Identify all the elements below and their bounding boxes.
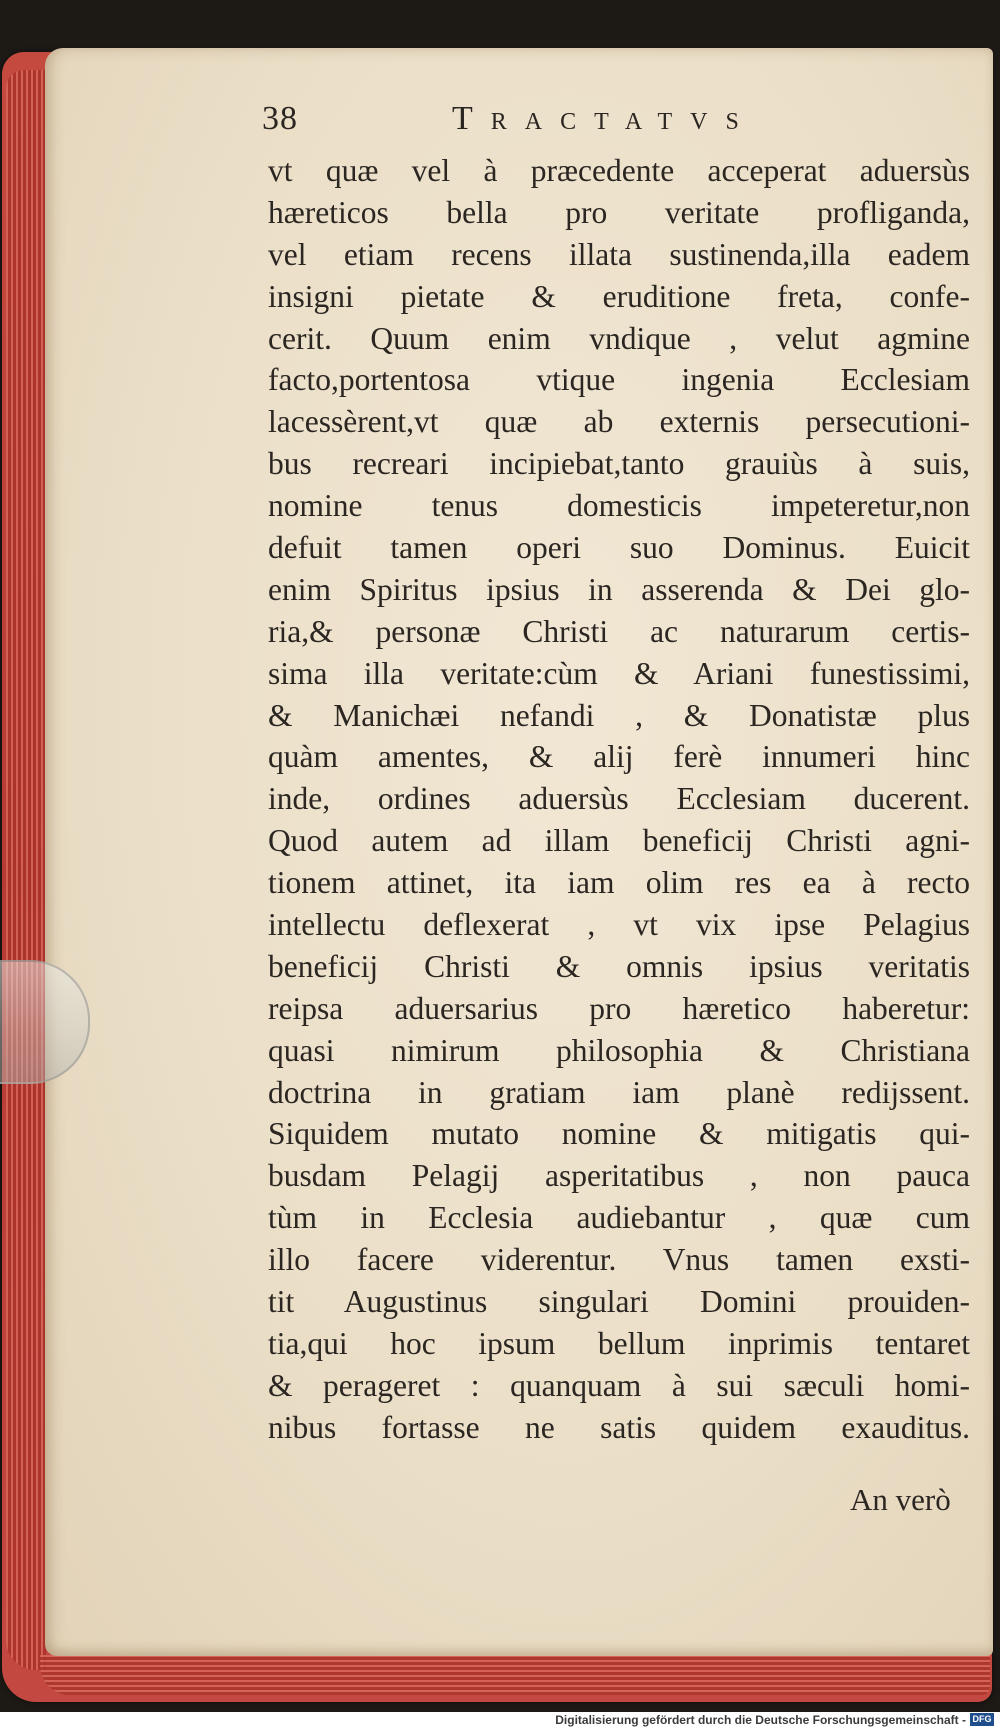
text-line: nibus fortasse ne satis quidem exauditus. bbox=[268, 1409, 970, 1445]
text-line: enim Spiritus ipsius in asserenda & Dei glo- bbox=[268, 571, 970, 607]
text-line: inde, ordines aduersùs Ecclesiam ducerent. bbox=[268, 781, 970, 817]
page-header bbox=[262, 100, 822, 146]
text-line: doctrina in gratiam iam planè redijssent. bbox=[268, 1074, 970, 1110]
page-number: 38 bbox=[262, 100, 298, 137]
dfg-logo-icon: DFG bbox=[970, 1713, 994, 1726]
text-line: cerit. Quum enim vndique , velut agmine bbox=[268, 320, 970, 356]
text-line: tionem attinet, ita iam olim res ea à recto bbox=[268, 865, 970, 901]
text-line: illo facere viderentur. Vnus tamen exsti- bbox=[268, 1242, 970, 1278]
funding-credit: Digitalisierung gefördert durch die Deutsche Forschungsgemeinschaft - bbox=[555, 1713, 966, 1727]
text-line: tia,qui hoc ipsum bellum inprimis tentaret bbox=[268, 1325, 970, 1361]
catchword: An verò bbox=[850, 1482, 951, 1517]
text-line: defuit tamen operi suo Dominus. Euicit bbox=[268, 530, 970, 566]
text-line: quàm amentes, & alij ferè innumeri hinc bbox=[268, 739, 970, 775]
text-line: sima illa veritate:cùm & Ariani funestissimi, bbox=[268, 655, 970, 691]
text-line: bus recreari incipiebat,tanto grauiùs à suis, bbox=[268, 446, 970, 482]
running-title: Tractatvs bbox=[452, 100, 757, 137]
body-text bbox=[268, 150, 970, 1449]
text-line: reipsa aduersarius pro hæretico haberetur: bbox=[268, 990, 970, 1026]
page-edge-lines-bottom bbox=[40, 1655, 990, 1695]
text-line: insigni pietate & eruditione freta, confe- bbox=[268, 278, 970, 314]
text-line: Quod autem ad illam beneficij Christi agni- bbox=[268, 823, 970, 859]
text-line: ria,& personæ Christi ac naturarum certis- bbox=[268, 613, 970, 649]
text-line: tùm in Ecclesia audiebantur , quæ cum bbox=[268, 1200, 970, 1236]
text-line: vt quæ vel à præcedente acceperat aduersùs bbox=[268, 153, 970, 188]
text-line: quasi nimirum philosophia & Christiana bbox=[268, 1032, 970, 1068]
text-line: vel etiam recens illata sustinenda,illa eadem bbox=[268, 236, 970, 272]
text-line: intellectu deflexerat , vt vix ipse Pelagius bbox=[268, 907, 970, 943]
text-line: Siquidem mutato nomine & mitigatis qui- bbox=[268, 1116, 970, 1152]
text-line: & Manichæi nefandi , & Donatistæ plus bbox=[268, 697, 970, 733]
text-line: tit Augustinus singulari Domini prouiden- bbox=[268, 1284, 970, 1320]
text-line: & perageret : quanquam à sui sæculi homi- bbox=[268, 1367, 970, 1403]
text-line: nomine tenus domesticis impeteretur,non bbox=[268, 488, 970, 524]
text-line: hæreticos bella pro veritate profliganda, bbox=[268, 194, 970, 230]
text-line: lacessèrent,vt quæ ab externis persecutioni- bbox=[268, 404, 970, 440]
text-line: facto,portentosa vtique ingenia Ecclesiam bbox=[268, 362, 970, 398]
page-edge-lines-left bbox=[6, 70, 46, 1670]
text-line: busdam Pelagij asperitatibus , non pauca bbox=[268, 1158, 970, 1194]
text-line: beneficij Christi & omnis ipsius veritatis bbox=[268, 948, 970, 984]
